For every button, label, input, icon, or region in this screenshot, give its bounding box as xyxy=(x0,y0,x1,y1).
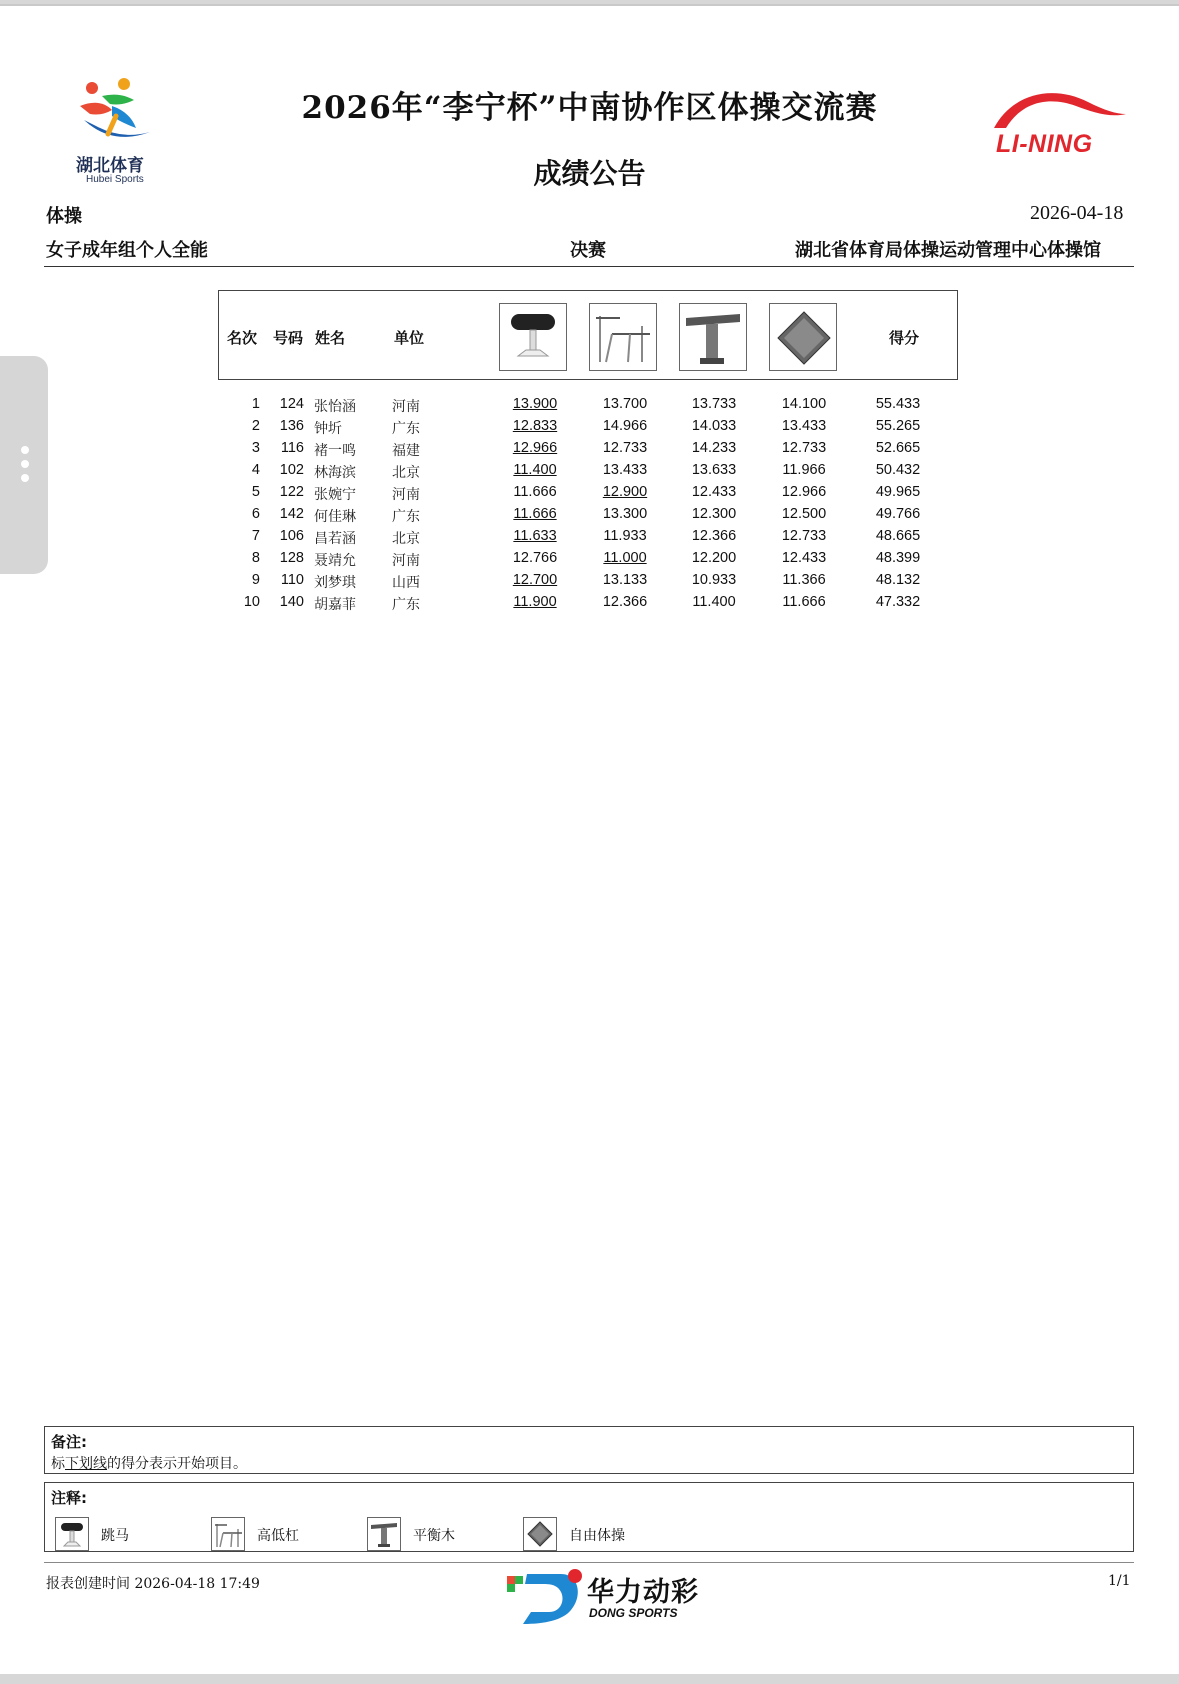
name-cell: 昌若涵 xyxy=(314,531,356,547)
bars-score-cell: 11.933 xyxy=(603,528,647,544)
legend-label-uneven-bars: 高低杠 xyxy=(257,1528,299,1544)
lining-swoosh-icon xyxy=(992,88,1128,130)
rank-cell: 4 xyxy=(251,462,260,478)
rank-cell: 3 xyxy=(251,440,260,456)
table-row xyxy=(0,462,1179,484)
balance-beam-icon xyxy=(679,303,747,371)
beam-score-cell: 12.366 xyxy=(691,528,737,544)
unit-cell: 河南 xyxy=(392,487,420,503)
results-table-header xyxy=(218,290,958,380)
total-score-cell: 55.265 xyxy=(875,418,921,434)
remarks-text xyxy=(51,1453,247,1473)
rank-cell: 10 xyxy=(243,594,260,610)
report-created-time: 报表创建时间 2026-04-18 17:49 xyxy=(46,1576,260,1592)
venue-label: 湖北省体育局体操运动管理中心体操馆 xyxy=(795,240,1101,261)
total-score-cell: 50.432 xyxy=(875,462,921,478)
beam-score-cell: 13.733 xyxy=(691,396,737,412)
page-title: 2026年“李宁杯”中南协作区体操交流赛 xyxy=(301,90,878,126)
lining-logo-text: LI-NING xyxy=(996,130,1093,158)
unit-cell: 广东 xyxy=(392,597,420,613)
name-cell: 褚一鸣 xyxy=(314,443,356,459)
vault-score-cell: 11.400 xyxy=(513,462,557,478)
total-score-cell: 48.399 xyxy=(875,550,921,566)
rank-cell: 8 xyxy=(251,550,260,566)
floor-score-cell: 12.733 xyxy=(781,528,827,544)
number-cell: 116 xyxy=(280,440,304,456)
number-cell: 140 xyxy=(279,594,304,610)
beam-score-cell: 14.233 xyxy=(691,440,737,456)
bars-score-cell: 12.733 xyxy=(602,440,648,456)
name-cell: 胡嘉菲 xyxy=(314,597,356,613)
bars-score-cell: 13.133 xyxy=(602,572,648,588)
dong-sports-logo xyxy=(505,1566,715,1632)
results-page xyxy=(0,4,1179,1674)
col-rank-header: 名次 xyxy=(227,329,258,347)
event-name: 女子成年组个人全能 xyxy=(46,240,208,261)
number-cell: 124 xyxy=(279,396,304,412)
rank-cell: 7 xyxy=(251,528,260,544)
more-dot-icon xyxy=(21,446,29,454)
floor-score-cell: 12.966 xyxy=(781,484,827,500)
more-dot-icon xyxy=(21,474,29,482)
bars-score-cell: 12.366 xyxy=(602,594,648,610)
uneven-bars-icon xyxy=(211,1517,245,1551)
legend-label-floor-exercise: 自由体操 xyxy=(569,1528,625,1544)
table-row xyxy=(0,528,1179,550)
bars-score-cell: 11.000 xyxy=(603,550,647,566)
rank-cell: 2 xyxy=(251,418,260,434)
table-row xyxy=(0,396,1179,418)
col-unit-header: 单位 xyxy=(394,329,425,347)
total-score-cell: 48.132 xyxy=(875,572,921,588)
name-cell: 刘梦琪 xyxy=(314,575,356,591)
name-cell: 张婉宁 xyxy=(314,487,356,503)
dong-sports-cn-text: 华力动彩 xyxy=(587,1577,699,1608)
number-cell: 122 xyxy=(279,484,304,500)
remarks-title: 备注: xyxy=(51,1433,87,1451)
phase-label: 决赛 xyxy=(570,240,606,261)
number-cell: 102 xyxy=(279,462,304,478)
beam-score-cell: 13.633 xyxy=(691,462,737,478)
total-score-cell: 52.665 xyxy=(875,440,921,456)
vault-score-cell: 12.833 xyxy=(512,418,558,434)
remarks-text-underlined: 下划线 xyxy=(65,1456,107,1472)
beam-score-cell: 12.200 xyxy=(691,550,737,566)
vault-score-cell: 12.700 xyxy=(512,572,558,588)
total-score-cell: 55.433 xyxy=(875,396,921,412)
beam-score-cell: 14.033 xyxy=(691,418,737,434)
total-score-cell: 49.965 xyxy=(875,484,921,500)
name-cell: 林海滨 xyxy=(314,465,356,481)
total-score-cell: 48.665 xyxy=(875,528,921,544)
floor-score-cell: 13.433 xyxy=(781,418,827,434)
page-subtitle: 成绩公告 xyxy=(533,157,646,190)
rank-cell: 5 xyxy=(251,484,260,500)
floor-score-cell: 12.500 xyxy=(781,506,827,522)
bars-score-cell: 13.300 xyxy=(602,506,648,522)
unit-cell: 福建 xyxy=(392,443,420,459)
name-cell: 何佳琳 xyxy=(314,509,356,525)
table-row xyxy=(0,440,1179,462)
page-indicator: 1/1 xyxy=(1108,1573,1131,1589)
vault-icon xyxy=(499,303,567,371)
col-name-header: 姓名 xyxy=(315,329,346,347)
beam-score-cell: 10.933 xyxy=(691,572,737,588)
beam-score-cell: 12.433 xyxy=(691,484,737,500)
beam-score-cell: 11.400 xyxy=(692,594,736,610)
vault-score-cell: 12.766 xyxy=(512,550,558,566)
legend-title: 注释: xyxy=(51,1489,87,1507)
table-row xyxy=(0,572,1179,594)
vault-score-cell: 11.633 xyxy=(513,528,557,544)
lining-logo xyxy=(992,88,1132,158)
floor-exercise-icon xyxy=(523,1517,557,1551)
rank-cell: 6 xyxy=(251,506,260,522)
floor-exercise-icon xyxy=(769,303,837,371)
floor-score-cell: 12.733 xyxy=(781,440,827,456)
report-date: 2026-04-18 xyxy=(1030,202,1124,224)
bars-score-cell: 13.433 xyxy=(602,462,648,478)
legend-label-balance-beam: 平衡木 xyxy=(413,1528,455,1544)
floor-score-cell: 11.966 xyxy=(782,462,826,478)
table-row xyxy=(0,594,1179,616)
number-cell: 128 xyxy=(279,550,304,566)
vault-icon xyxy=(55,1517,89,1551)
vault-score-cell: 11.666 xyxy=(513,506,557,522)
col-total-header: 得分 xyxy=(889,329,920,347)
floor-score-cell: 11.366 xyxy=(782,572,826,588)
rank-cell: 9 xyxy=(251,572,260,588)
header-divider xyxy=(44,266,1134,267)
legend-label-vault: 跳马 xyxy=(101,1528,129,1544)
bars-score-cell: 13.700 xyxy=(602,396,648,412)
vault-score-cell: 12.966 xyxy=(512,440,558,456)
table-row xyxy=(0,484,1179,506)
floor-score-cell: 14.100 xyxy=(781,396,827,412)
dong-sports-en-text: DONG SPORTS xyxy=(589,1606,678,1620)
uneven-bars-icon xyxy=(589,303,657,371)
number-cell: 106 xyxy=(279,528,304,544)
table-row xyxy=(0,506,1179,528)
bars-score-cell: 12.900 xyxy=(602,484,648,500)
table-row xyxy=(0,550,1179,572)
remarks-text-before: 标 xyxy=(51,1456,65,1472)
number-cell: 142 xyxy=(279,506,304,522)
name-cell: 张怡涵 xyxy=(314,399,356,415)
unit-cell: 北京 xyxy=(392,531,420,547)
total-score-cell: 49.766 xyxy=(875,506,921,522)
name-cell: 聂靖允 xyxy=(314,553,356,569)
balance-beam-icon xyxy=(367,1517,401,1551)
footer-divider xyxy=(44,1562,1134,1563)
dong-sports-emblem-icon xyxy=(505,1566,585,1632)
table-row xyxy=(0,418,1179,440)
remarks-box xyxy=(44,1426,1134,1474)
vault-score-cell: 11.900 xyxy=(513,594,557,610)
number-cell: 110 xyxy=(280,572,304,588)
more-dot-icon xyxy=(21,460,29,468)
total-score-cell: 47.332 xyxy=(875,594,921,610)
unit-cell: 北京 xyxy=(392,465,420,481)
vault-score-cell: 11.666 xyxy=(513,484,557,500)
sport-label: 体操 xyxy=(46,206,82,227)
hubei-logo-text: 湖北体育 xyxy=(76,156,144,176)
unit-cell: 河南 xyxy=(392,399,420,415)
bars-score-cell: 14.966 xyxy=(602,418,648,434)
hubei-logo-subtext: Hubei Sports xyxy=(86,174,144,185)
more-options-tab[interactable] xyxy=(0,356,48,574)
vault-score-cell: 13.900 xyxy=(512,396,558,412)
name-cell: 钟圻 xyxy=(314,421,342,437)
number-cell: 136 xyxy=(279,418,304,434)
col-number-header: 号码 xyxy=(273,329,304,347)
rank-cell: 1 xyxy=(251,396,260,412)
floor-score-cell: 12.433 xyxy=(781,550,827,566)
remarks-text-after: 的得分表示开始项目。 xyxy=(107,1456,247,1472)
unit-cell: 山西 xyxy=(392,575,420,591)
unit-cell: 河南 xyxy=(392,553,420,569)
beam-score-cell: 12.300 xyxy=(691,506,737,522)
legend-box xyxy=(44,1482,1134,1552)
unit-cell: 广东 xyxy=(392,509,420,525)
floor-score-cell: 11.666 xyxy=(782,594,826,610)
unit-cell: 广东 xyxy=(392,421,420,437)
